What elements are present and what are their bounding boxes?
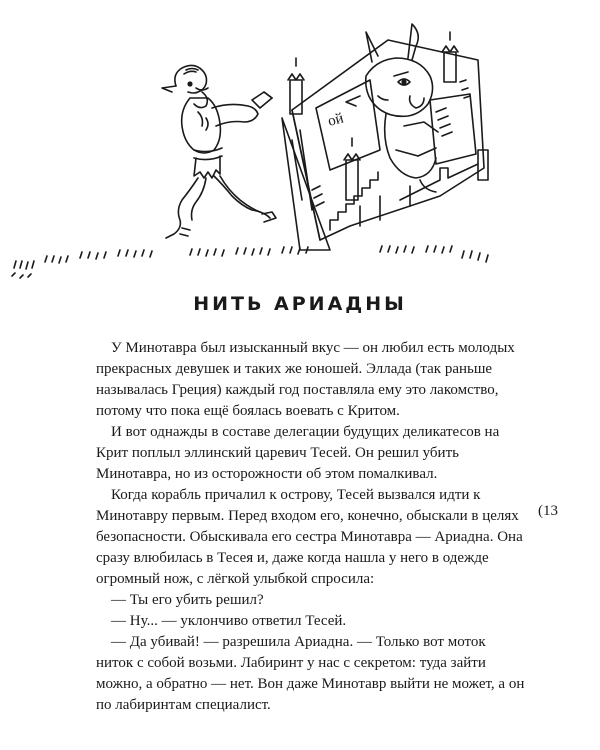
castle-with-minotaur bbox=[282, 24, 488, 250]
paragraph: Когда корабль причалил к острову, Тесей вызвался идти к Минотавру первым. Перед входом его, конечно, обыскали в целях безопасности. Обыскивала его сестра Минотавра — Ариадна. Она сразу влюбилась в Тесея и, даже когда нашла у него в одежде огромный нож, с лёгкой улыбкой спросила: bbox=[96, 487, 523, 587]
chapter-title: НИТЬ АРИАДНЫ bbox=[193, 293, 407, 315]
dialogue-line: — Ты его убить решил? bbox=[111, 592, 264, 608]
dialogue-line: — Ну... — уклончиво ответил Тесей. bbox=[111, 613, 347, 629]
chapter-body bbox=[96, 338, 526, 716]
theseus-and-minotaur-illustration bbox=[0, 0, 600, 300]
dialogue-line: — Да убивай! — разрешила Ариадна. — Только вот моток ниток с собой возьми. Лабиринт у нас с секретом: туда зайти можно, а обратно — нет. Вон даже Минотавр выйти не может, а он по лабиринтам специалист. bbox=[96, 634, 525, 713]
theseus-figure bbox=[162, 65, 276, 238]
ground-grass bbox=[12, 246, 488, 278]
castle-sign-text: ой bbox=[326, 110, 346, 130]
paragraph: И вот однажды в составе делегации будущих деликатесов на Крит поплыл эллинский царевич Тесей. Он решил убить Минотавра, но из осторожности об этом помалкивал. bbox=[96, 424, 500, 482]
page-number: (13 bbox=[538, 503, 558, 519]
paragraph: У Минотавра был изысканный вкус — он любил есть молодых прекрасных девушек и таких же юношей. Эллада (так раньше называлась Греция) каждый год поставляла ему это лакомство, потому что пока ещё боялась воевать с Критом. bbox=[96, 340, 515, 419]
